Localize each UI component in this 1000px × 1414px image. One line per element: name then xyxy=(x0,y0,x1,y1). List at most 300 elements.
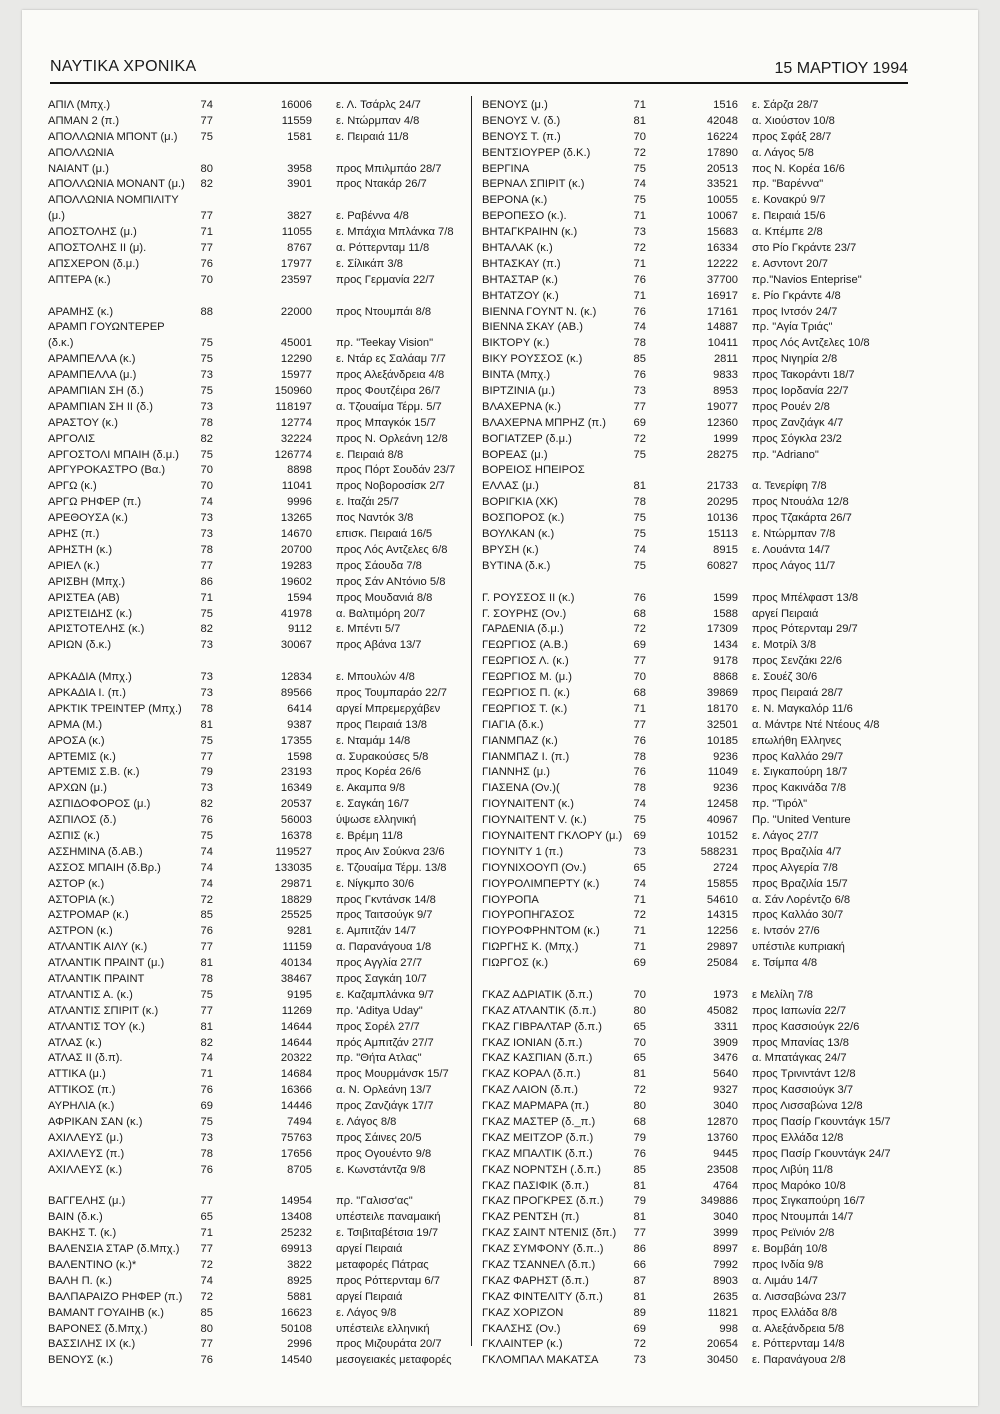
ship-row xyxy=(482,940,912,956)
ship-status: προς Ταιτσούγκ 9/7 xyxy=(336,909,433,922)
ship-name: ΒΑΛΗ Π. (κ.) xyxy=(48,1274,113,1287)
ship-status: ε. Μπέντι 5/7 xyxy=(336,623,401,636)
ship-number: 12256 xyxy=(706,925,738,938)
ship-name: ΑΠΟΣΤΟΛΗΣ ΙΙ (μ). xyxy=(48,242,147,255)
ship-row xyxy=(48,686,468,702)
ship-year: 75 xyxy=(633,162,646,175)
ship-status: επισκ. Πειραιά 16/5 xyxy=(336,528,433,541)
ship-year: 75 xyxy=(633,448,646,461)
ship-number: 9236 xyxy=(713,782,738,795)
ship-name: ΑΡΤΕΜΙΣ Σ.Β. (κ.) xyxy=(48,766,140,779)
ship-number: 8997 xyxy=(713,1243,738,1256)
ship-name: ΑΡΚΑΔΙΑ Ι. (π.) xyxy=(48,686,126,699)
ship-row xyxy=(48,956,468,972)
ship-status: προς Ινδία 9/8 xyxy=(752,1259,824,1272)
ship-number: 19283 xyxy=(280,559,312,572)
ship-name: ΑΡΜΑ (Μ.) xyxy=(48,718,103,731)
ship-name: ΓΙΟΥΡΟΠΗΓΑΣΟΣ xyxy=(482,909,575,922)
ship-year: 80 xyxy=(633,1004,646,1017)
ship-number: 17309 xyxy=(706,623,738,636)
ship-name: ΒΟΣΠΟΡΟΣ (κ.) xyxy=(482,512,565,525)
ship-status: προς Μουρμάνσκ 15/7 xyxy=(336,1068,449,1081)
ship-name: ΓΙΑΝΜΠΑΖ (κ.) xyxy=(482,734,558,747)
ship-name: ΑΡΧΩΝ (μ.) xyxy=(48,782,107,795)
ship-number: 9387 xyxy=(287,718,312,731)
ship-name: ΓΚΑΖ ΜΑΡΜΑΡΑ (π.) xyxy=(482,1100,589,1113)
ship-name: ΑΣΤΡΟΝ (κ.) xyxy=(48,925,113,938)
ship-name: ΓΙΑΝΝΗΣ (μ.) xyxy=(482,766,550,779)
ship-number: 11055 xyxy=(281,226,312,239)
ship-year: 73 xyxy=(200,639,213,652)
ship-row xyxy=(48,1131,468,1147)
ship-status: ε. Ν. Μαγκαλόρ 11/6 xyxy=(752,702,853,715)
ship-year: 74 xyxy=(633,321,646,334)
ship-name: ΑΡΟΣΑ (κ.) xyxy=(48,734,105,747)
ship-year: 77 xyxy=(200,1243,213,1256)
ship-status: ε. Ασντοντ 20/7 xyxy=(752,257,828,270)
ship-number: 17161 xyxy=(706,305,738,318)
ship-status: αργεί Πειραιά xyxy=(336,1243,403,1256)
ship-number: 126774 xyxy=(274,448,312,461)
ship-number: 10152 xyxy=(706,829,738,842)
ship-year: 74 xyxy=(200,99,213,111)
ship-name: ΒΑΙΝ (δ.κ.) xyxy=(48,1211,103,1224)
ship-year: 85 xyxy=(200,909,213,922)
ship-year: 88 xyxy=(200,305,213,318)
ship-row xyxy=(482,1306,912,1322)
ship-status: προς Αγγλία 27/7 xyxy=(336,957,423,970)
ship-number: 133035 xyxy=(274,861,312,874)
ship-status: προς Σορέλ 27/7 xyxy=(336,1020,420,1033)
ship-status: προς Τζακάρτα 26/7 xyxy=(752,512,852,525)
ship-row xyxy=(482,956,912,972)
ship-status: ε. Μπουλών 4/8 xyxy=(336,671,415,684)
ship-row xyxy=(48,225,468,241)
ship-name: ΑΡΑΜΠΙΑΝ ΣΗ ΙΙ (δ.) xyxy=(48,400,153,413)
ship-number: 2635 xyxy=(713,1290,738,1303)
ship-row xyxy=(48,1099,468,1115)
ship-name: ΓΙΟΥΡΟΦΡΗΝΤΟΜ (κ.) xyxy=(482,925,600,938)
ship-number: 349886 xyxy=(700,1195,738,1208)
ship-name: ΒΕΝΟΥΣ V. (δ.) xyxy=(482,114,561,127)
ship-year: 86 xyxy=(633,1243,646,1256)
ship-row xyxy=(482,1099,912,1115)
ship-row xyxy=(48,479,468,495)
ship-year: 77 xyxy=(633,718,646,731)
ship-row xyxy=(482,257,912,273)
ship-row xyxy=(482,1115,912,1131)
ship-year: 82 xyxy=(200,432,213,445)
ship-year: 77 xyxy=(200,210,213,223)
ship-number: 14315 xyxy=(706,909,738,922)
ship-name: ΓΚΑΖ ΑΤΛΑΝΤΙΚ (δ.π.) xyxy=(482,1004,597,1017)
ship-year: 71 xyxy=(633,99,646,111)
ship-year: 70 xyxy=(200,273,213,286)
ship-status: προς Νοβοροσίσκ 2/7 xyxy=(336,480,445,493)
ship-status: προς Νιγηρία 2/8 xyxy=(752,353,838,366)
ship-status: α. Λάγος 5/8 xyxy=(752,146,814,159)
ship-name: ΑΠΟΛΛΩΝΙΑ ΝΟΜΠΙΛΙΤΥ xyxy=(48,194,179,207)
ship-row xyxy=(482,1179,912,1195)
ship-number: 29871 xyxy=(280,877,312,890)
ship-row xyxy=(48,813,468,829)
ship-status: αργεί Πειραιά xyxy=(752,607,819,620)
ship-year: 68 xyxy=(633,686,646,699)
ship-row xyxy=(48,765,468,781)
ship-year: 65 xyxy=(633,861,646,874)
ship-number: 45001 xyxy=(280,337,312,350)
ship-row xyxy=(48,1147,468,1163)
ship-status: προς Αλεξάνδρεια 4/8 xyxy=(336,369,445,382)
ship-number: 16917 xyxy=(706,289,738,302)
ship-year: 76 xyxy=(200,1163,213,1176)
ship-year: 72 xyxy=(200,1290,213,1303)
ship-status: προς Ρεϊνιόν 2/8 xyxy=(752,1227,835,1240)
ship-year: 74 xyxy=(200,496,213,509)
ship-status: προς Ελλάδα 8/8 xyxy=(752,1306,838,1319)
ship-year: 70 xyxy=(633,988,646,1001)
ship-number: 23193 xyxy=(280,766,312,779)
ship-status: ε. Σάρζα 28/7 xyxy=(752,99,819,111)
ship-name: ΒΟΡΕΑΣ (μ.) xyxy=(482,448,548,461)
ship-number: 7992 xyxy=(713,1259,738,1272)
ship-row xyxy=(48,1004,468,1020)
ship-year: 65 xyxy=(633,1052,646,1065)
ship-name: ΓΚΑΖ ΧΟΡΙΖΟΝ xyxy=(482,1306,564,1319)
ship-year: 77 xyxy=(200,1004,213,1017)
ship-status: υπέστειλε ελληνική xyxy=(336,1322,430,1335)
ship-name: ΒΑΛΠΑΡΑΙΖΟ ΡΗΦΕΡ (π.) xyxy=(48,1290,183,1303)
ship-row xyxy=(48,432,468,448)
ship-status: προς Ντουάλα 12/8 xyxy=(752,496,849,509)
ship-name: ΒΗΤΑΤΖΟΥ (κ.) xyxy=(482,289,559,302)
ship-row xyxy=(48,416,468,432)
ship-number: 75763 xyxy=(280,1131,312,1144)
ship-status: ε. Τσίμπα 4/8 xyxy=(752,957,818,970)
ship-row xyxy=(482,845,912,861)
ship-number: 1594 xyxy=(287,591,312,604)
right-column xyxy=(482,98,912,1385)
ship-row xyxy=(482,924,912,940)
ship-name: ΒΑΛΕΝΣΙΑ ΣΤΑΡ (δ.Μπχ.) xyxy=(48,1243,180,1256)
ship-number: 30067 xyxy=(280,639,312,652)
ship-name: ΓΙΑΝΜΠΑΖ Ι. (π.) xyxy=(482,750,570,763)
ship-number: 119527 xyxy=(275,845,312,858)
ship-row xyxy=(482,543,912,559)
ship-name: ΑΡΑΜΠΕΛΛΑ (μ.) xyxy=(48,369,137,382)
ship-number: 38467 xyxy=(280,972,312,985)
ship-name: (μ.) xyxy=(48,210,66,223)
ship-name: ΑΠΟΛΛΩΝΙΑ ΜΟΝΑΝΤ (μ.) xyxy=(48,178,185,191)
page-header xyxy=(50,52,908,84)
ship-year: 74 xyxy=(200,1052,213,1065)
ship-name: ΑΡΓΟΛΙΣ xyxy=(48,432,96,445)
ship-row xyxy=(482,829,912,845)
ship-row xyxy=(482,130,912,146)
ship-status: ε. Ρόττερνταμ 14/8 xyxy=(752,1338,845,1351)
ship-row xyxy=(482,702,912,718)
ship-year: 75 xyxy=(200,607,213,620)
ship-name: ΓΚΑΖ ΚΑΣΠΙΑΝ (δ.π.) xyxy=(482,1052,593,1065)
ship-name: ΑΡΓΩ (κ.) xyxy=(48,480,97,493)
ship-row xyxy=(48,146,468,162)
ship-row xyxy=(48,352,468,368)
ship-status: α. Σάν Λορέντζο 6/8 xyxy=(752,893,851,906)
ship-year: 81 xyxy=(633,480,646,493)
ship-year: 76 xyxy=(200,1084,213,1097)
ship-row xyxy=(482,893,912,909)
ship-year: 71 xyxy=(633,257,646,270)
ship-row xyxy=(482,1131,912,1147)
ship-row xyxy=(48,193,468,209)
ship-name: ΓΚΑΖ ΣΥΜΦΟΝΥ (δ.π..) xyxy=(482,1243,604,1256)
ship-row xyxy=(482,1020,912,1036)
ship-status: ε. Ιντσόν 27/6 xyxy=(752,925,820,938)
ship-name: ΒΕΝΟΥΣ (μ.) xyxy=(482,99,548,111)
ship-status: ε. Σίλικάπ 3/8 xyxy=(336,257,403,270)
ship-status: ε. Πειραιά 8/8 xyxy=(336,448,404,461)
ship-row xyxy=(48,829,468,845)
ship-row xyxy=(482,1242,912,1258)
ship-row xyxy=(48,1274,468,1290)
ship-year: 71 xyxy=(633,210,646,223)
ship-row xyxy=(48,98,468,114)
ship-name: ΕΛΛΑΣ (μ.) xyxy=(482,480,539,493)
ship-number: 8915 xyxy=(713,543,738,556)
ship-status: προς Ρόττερνταμ 6/7 xyxy=(336,1274,440,1287)
ship-number: 42048 xyxy=(706,114,738,127)
ship-status: ε. Λ. Τσάρλς 24/7 xyxy=(336,99,421,111)
ship-status: ε. Αμπιτζάν 14/7 xyxy=(336,925,417,938)
ship-status: προς Μπιλμπάο 28/7 xyxy=(336,162,442,175)
ship-status: ύψωσε ελληνική xyxy=(336,814,417,827)
ship-number: 37700 xyxy=(706,273,738,286)
ship-number: 45082 xyxy=(706,1004,738,1017)
ship-year: 71 xyxy=(200,226,213,239)
ship-row xyxy=(482,1004,912,1020)
ship-number: 13265 xyxy=(280,512,312,525)
ship-row xyxy=(482,336,912,352)
ship-name: ΓΕΩΡΓΙΟΣ Λ. (κ.) xyxy=(482,655,569,668)
ship-status: προς Σόγκλα 23/2 xyxy=(752,432,842,445)
ship-status: στο Ρίο Γκράντε 23/7 xyxy=(752,242,857,255)
ship-number: 10067 xyxy=(706,210,738,223)
ship-status: α. Λιμάυ 14/7 xyxy=(752,1274,818,1287)
ship-status: προς Ντακάρ 26/7 xyxy=(336,178,427,191)
ship-row xyxy=(482,781,912,797)
ship-name: ΒΑΡΟΝΕΣ (δ.Μπχ.) xyxy=(48,1322,148,1335)
ship-row xyxy=(48,1083,468,1099)
ship-year: 72 xyxy=(200,1259,213,1272)
ship-year: 77 xyxy=(633,400,646,413)
ship-number: 12870 xyxy=(706,1116,738,1128)
ship-year: 72 xyxy=(633,909,646,922)
ship-number: 9195 xyxy=(287,988,312,1001)
ship-status: πρ. "Adriano" xyxy=(752,448,819,461)
ship-name: ΓΚΑΖ ΜΠΑΛΤΙΚ (δ.π.) xyxy=(482,1147,593,1160)
ship-name: ΒΕΡΝΑΛ ΣΠΙΡΙΤ (κ.) xyxy=(482,178,585,191)
ship-name: ΒΙΕΝΝΑ ΓΟΥΝΤ Ν. (κ.) xyxy=(482,305,597,318)
ship-year: 71 xyxy=(200,591,213,604)
ship-year: 74 xyxy=(200,861,213,874)
ship-number: 150960 xyxy=(274,385,312,398)
ship-number: 5640 xyxy=(713,1068,738,1081)
ship-year: 74 xyxy=(633,798,646,811)
publication-title: ΝΑΥΤΙΚΑ ΧΡΟΝΙΚΑ xyxy=(50,58,197,75)
ship-status: ε. Τσιβιταβέτσια 19/7 xyxy=(336,1227,439,1240)
ship-number: 11159 xyxy=(282,941,312,954)
ship-row xyxy=(482,400,912,416)
ship-name: ΓΙΩΡΓΟΣ (κ.) xyxy=(482,957,549,970)
ship-year: 77 xyxy=(633,1227,646,1240)
ship-number: 14684 xyxy=(280,1068,312,1081)
ship-row xyxy=(48,575,468,591)
ship-row xyxy=(482,495,912,511)
ship-number: 12360 xyxy=(706,416,738,429)
ship-row xyxy=(48,893,468,909)
ship-row xyxy=(48,607,468,623)
ship-year: 73 xyxy=(633,385,646,398)
ship-row xyxy=(48,463,468,479)
ship-name: ΑΣΠΙΣ (κ.) xyxy=(48,829,100,842)
ship-row xyxy=(482,432,912,448)
ship-year: 73 xyxy=(200,671,213,684)
ship-row xyxy=(482,638,912,654)
ship-status: προς Πειραιά 28/7 xyxy=(752,686,844,699)
ship-name: ΑΣΤΡΟΜΑΡ (κ.) xyxy=(48,909,129,922)
ship-name: ΑΡΑΜΠΙΑΝ ΣΗ (δ.) xyxy=(48,385,144,398)
ship-year: 69 xyxy=(633,829,646,842)
ship-name: ΒΕΝΟΥΣ (κ.) xyxy=(48,1354,113,1367)
ship-number: 33521 xyxy=(706,178,738,191)
ship-number: 3040 xyxy=(713,1211,738,1224)
ship-number: 5881 xyxy=(287,1290,312,1303)
ship-row xyxy=(482,813,912,829)
ship-name: ΑΡΙΣΤΕΑ (ΑΒ) xyxy=(48,591,120,604)
ship-status: ε. Λουάντα 14/7 xyxy=(752,543,831,556)
ship-number: 23597 xyxy=(280,273,312,286)
ship-number: 8925 xyxy=(287,1274,312,1287)
ship-year: 81 xyxy=(200,957,213,970)
ship-year: 78 xyxy=(200,702,213,715)
ship-year: 77 xyxy=(200,941,213,954)
ship-name: ΑΡΚΑΔΙΑ (Μπχ.) xyxy=(48,671,132,684)
ship-name: ΓΕΩΡΓΙΟΣ Μ. (μ.) xyxy=(482,671,572,684)
ship-status: ε. Καζαμπλάνκα 9/7 xyxy=(336,988,434,1001)
ship-row xyxy=(482,1051,912,1067)
ship-row xyxy=(482,1290,912,1306)
ship-number: 12834 xyxy=(280,671,312,684)
ship-number: 40134 xyxy=(280,957,312,970)
ship-year: 79 xyxy=(633,1195,646,1208)
ship-row xyxy=(482,988,912,1004)
ship-year: 77 xyxy=(200,1195,213,1208)
ship-status: α. Τζουαίμα Τέρμ. 5/7 xyxy=(336,400,442,413)
ship-name: ΓΚΑΖ ΓΙΒΡΑΛΤΑΡ (δ.π.) xyxy=(482,1020,602,1033)
ship-year: 78 xyxy=(200,543,213,556)
ship-number: 20513 xyxy=(706,162,738,175)
ship-number: 19602 xyxy=(280,575,312,588)
ship-name: ΓΙΑΓΙΑ (δ.κ.) xyxy=(482,718,544,731)
ship-name: ΑΦΡΙΚΑΝ ΣΑΝ (κ.) xyxy=(48,1116,143,1128)
ship-number: 17977 xyxy=(280,257,312,270)
ship-year: 81 xyxy=(633,1179,646,1192)
ship-name: ΑΠΙΛ (Μπχ.) xyxy=(48,99,111,111)
ship-name: ΒΕΝΤΣΙΟΥΡΕΡ (δ.Κ.) xyxy=(482,146,591,159)
ship-name: ΑΡΑΜΠ ΓΟΥΩΝΤΕΡΕΡ xyxy=(48,321,165,334)
ship-status: προς Κασσιούγκ 22/6 xyxy=(752,1020,860,1033)
ship-status: προς Κορέα 26/6 xyxy=(336,766,422,779)
ship-year: 82 xyxy=(200,623,213,636)
ship-number: 10136 xyxy=(706,512,738,525)
ship-year: 79 xyxy=(633,1131,646,1144)
ship-name: ΓΙΑΣΕΝΑ (Ον.)( xyxy=(482,782,560,795)
ship-row xyxy=(482,1067,912,1083)
ship-year: 70 xyxy=(200,480,213,493)
ship-status: προς Γερμανία 22/7 xyxy=(336,273,435,286)
ship-year: 73 xyxy=(200,686,213,699)
ship-number: 3958 xyxy=(287,162,312,175)
ship-number: 12290 xyxy=(280,353,312,366)
ship-row xyxy=(48,209,468,225)
ship-year: 71 xyxy=(633,925,646,938)
ship-year: 66 xyxy=(633,1259,646,1272)
ship-number: 8953 xyxy=(713,385,738,398)
ship-name: ΒΟΓΙΑΤΖΕΡ (δ.μ.) xyxy=(482,432,572,445)
ship-row xyxy=(482,162,912,178)
ship-year: 76 xyxy=(633,766,646,779)
ship-name: ΒΕΡΟΠΕΣΟ (κ.). xyxy=(482,210,567,223)
ship-row xyxy=(48,368,468,384)
ship-name: ΓΚΑΖ ΙΟΝΙΑΝ (δ.π.) xyxy=(482,1036,583,1049)
ship-number: 19077 xyxy=(706,400,738,413)
ship-name: ΓΚΑΖ ΠΑΣΙΦΙΚ (δ.π.) xyxy=(482,1179,589,1192)
ship-status: προς Ρότερνταμ 29/7 xyxy=(752,623,858,636)
ship-status: προς Πόρτ Σουδάν 23/7 xyxy=(336,464,456,477)
ship-number: 8767 xyxy=(287,242,312,255)
ship-year: 77 xyxy=(633,655,646,668)
ship-status: προς Λιβύη 11/8 xyxy=(752,1163,833,1176)
ship-status: προς Αιν Σούκνα 23/6 xyxy=(336,845,445,858)
ship-year: 73 xyxy=(633,226,646,239)
ship-name: ΓΕΩΡΓΙΟΣ Τ. (κ.) xyxy=(482,702,568,715)
ship-row xyxy=(482,877,912,893)
ship-year: 69 xyxy=(633,416,646,429)
ship-number: 29897 xyxy=(706,941,738,954)
ship-status: προς Ν. Ορλεάνη 12/8 xyxy=(336,432,448,445)
ship-status: προς Τουμπαράο 22/7 xyxy=(336,686,447,699)
ship-year: 71 xyxy=(200,1227,213,1240)
ship-name: ΑΣΠΙΔΟΦΟΡΟΣ (μ.) xyxy=(48,798,151,811)
ship-name: ΑΡΙΣΤΟΤΕΛΗΣ (κ.) xyxy=(48,623,145,636)
ship-status: προς Κακινάδα 7/8 xyxy=(752,782,847,795)
ship-year: 80 xyxy=(200,1322,213,1335)
ship-year: 69 xyxy=(200,1100,213,1113)
ship-number: 3827 xyxy=(287,210,312,223)
ship-name: ΓΙΟΥΝΙΧΟΟΥΠ (Ον.) xyxy=(482,861,587,874)
ship-year: 78 xyxy=(200,416,213,429)
ship-number: 13760 xyxy=(706,1131,738,1144)
ship-number: 10055 xyxy=(706,194,738,207)
ship-row xyxy=(482,1322,912,1338)
ship-row xyxy=(482,908,912,924)
ship-name: ΓΚΑΖ ΑΔΡΙΑΤΙΚ (δ.π.) xyxy=(482,988,593,1001)
ship-row xyxy=(48,1306,468,1322)
ship-number: 60827 xyxy=(706,559,738,572)
ship-name: ΓΙΟΥΝΑΙΤΕΝΤ V. (κ.) xyxy=(482,814,587,827)
ship-year: 72 xyxy=(633,1084,646,1097)
ship-year: 76 xyxy=(633,1147,646,1160)
